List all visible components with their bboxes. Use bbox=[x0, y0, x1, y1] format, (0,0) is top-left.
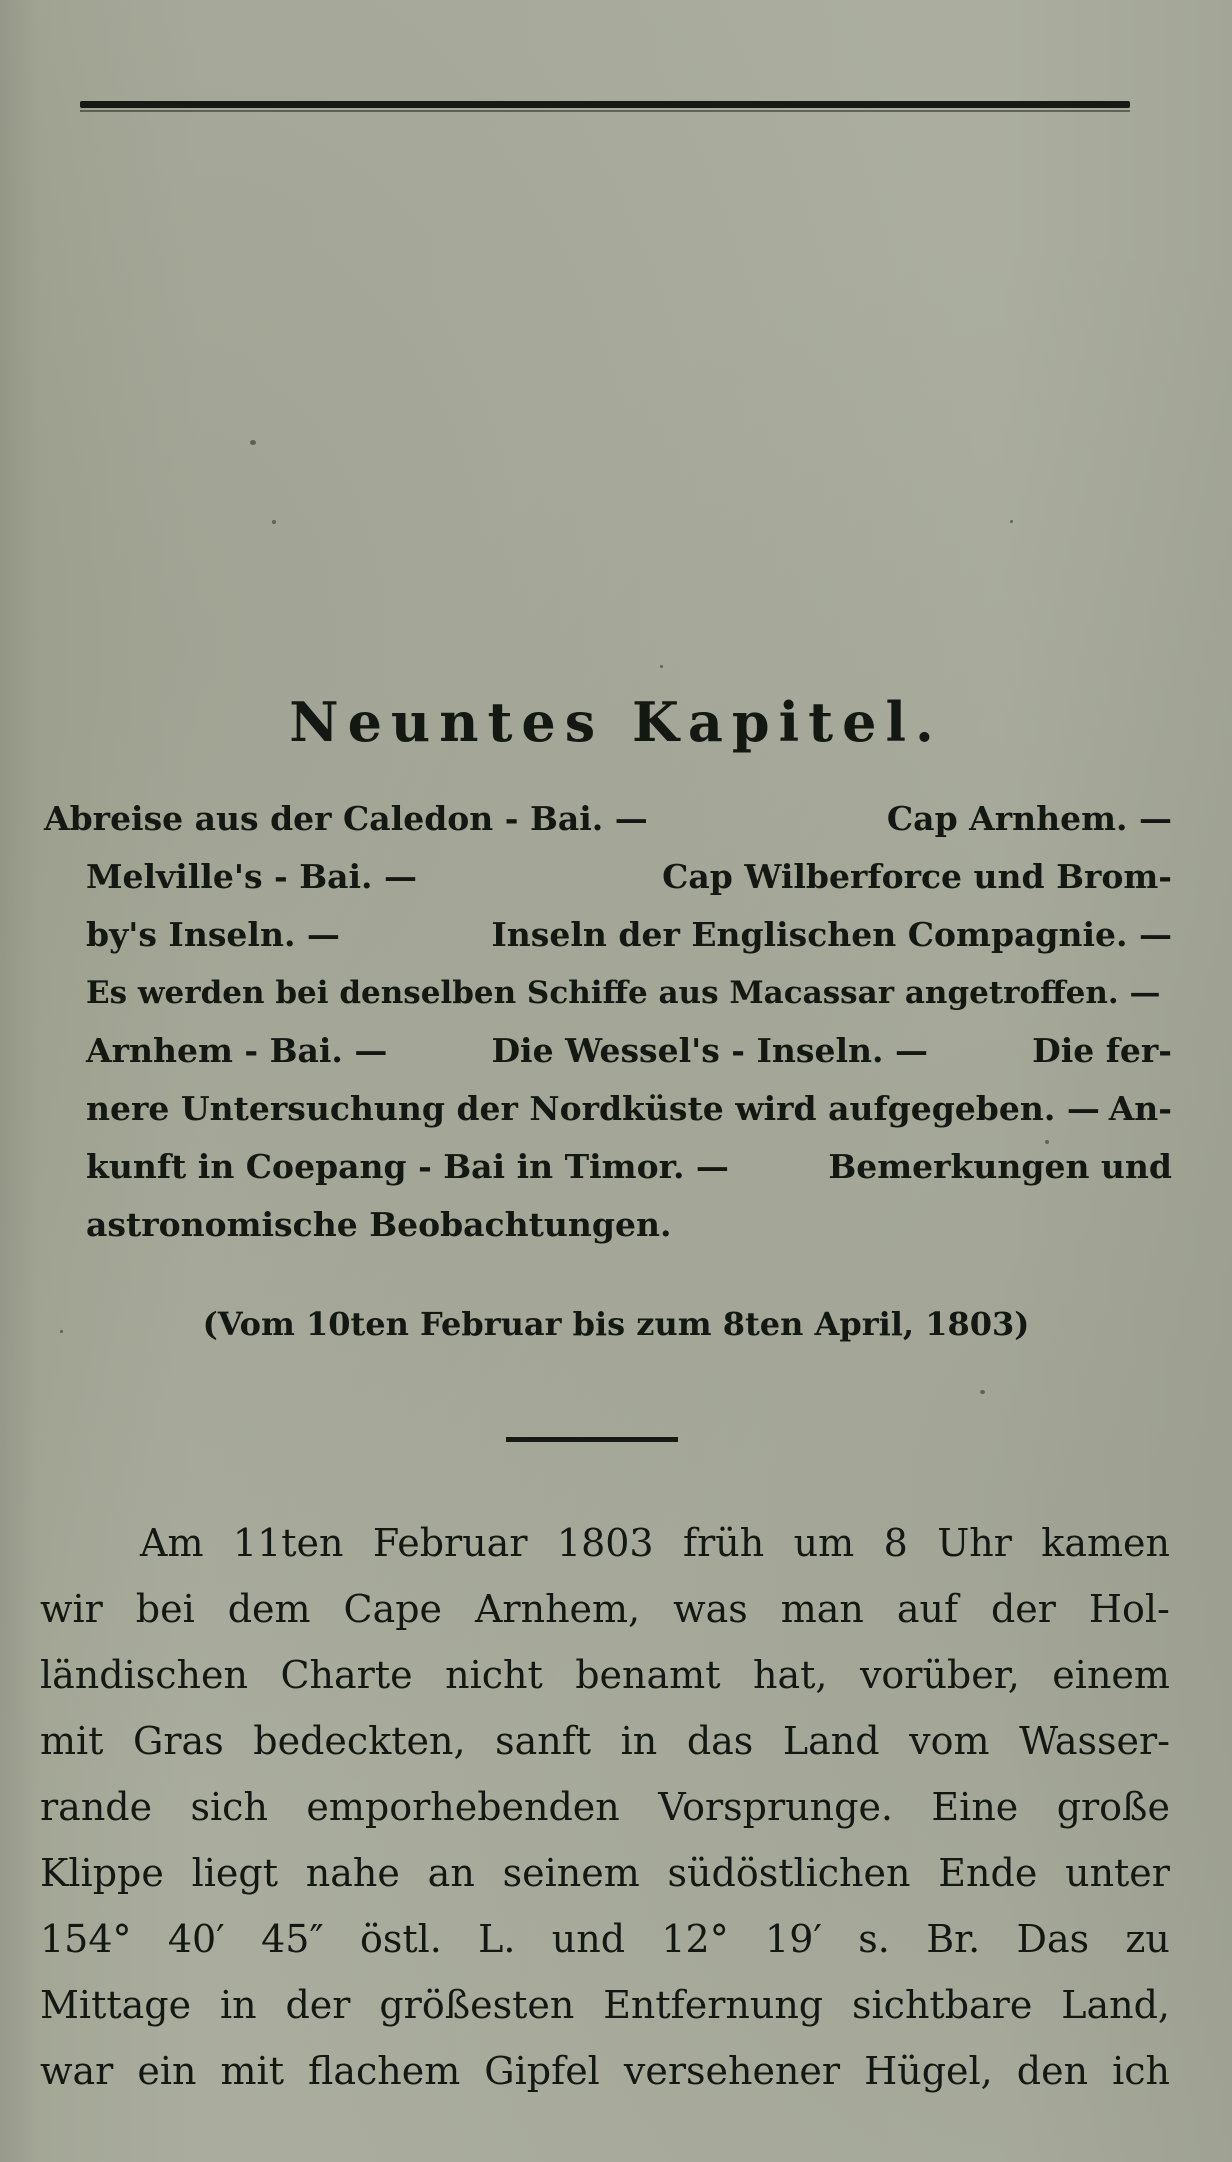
word: Entfernung bbox=[603, 1983, 824, 2027]
word: bei bbox=[135, 1587, 195, 1631]
summary-line bbox=[86, 1138, 1172, 1196]
body-line bbox=[40, 1708, 1170, 1774]
paper-speck bbox=[1010, 520, 1013, 523]
word: Klippe bbox=[40, 1851, 164, 1895]
word: hat, bbox=[752, 1653, 828, 1697]
word: Arnhem, bbox=[474, 1587, 641, 1631]
word: nicht bbox=[445, 1653, 543, 1697]
summary-fragment: Cap Arnhem. — bbox=[886, 799, 1172, 838]
word: seinem bbox=[502, 1851, 640, 1895]
summary-line bbox=[86, 906, 1172, 964]
word: in bbox=[620, 1719, 658, 1763]
word: größesten bbox=[379, 1983, 575, 2027]
section-divider bbox=[506, 1437, 678, 1442]
summary-fragment: Abreise aus der Caledon - Bai. — bbox=[44, 799, 648, 838]
word: Land bbox=[782, 1719, 880, 1763]
word: bedeckten, bbox=[253, 1719, 466, 1763]
summary-line bbox=[86, 964, 1172, 1022]
summary-line bbox=[86, 1022, 1172, 1080]
body-line bbox=[40, 1840, 1170, 1906]
word: man bbox=[780, 1587, 864, 1631]
word: war bbox=[40, 2049, 114, 2093]
chapter-title: Neuntes Kapitel. bbox=[289, 690, 943, 754]
summary-line bbox=[86, 848, 1172, 906]
word: um bbox=[793, 1521, 855, 1565]
word: den bbox=[1016, 2049, 1089, 2093]
word: Ende bbox=[938, 1851, 1038, 1895]
word: ländischen bbox=[40, 1653, 248, 1697]
word: kamen bbox=[1041, 1521, 1170, 1565]
top-rule-shadow bbox=[80, 110, 1130, 112]
summary-fragment: An- bbox=[1108, 1089, 1172, 1128]
word: emporhebenden bbox=[306, 1785, 620, 1829]
word: 154° bbox=[40, 1917, 132, 1961]
word: Hügel, bbox=[864, 2049, 993, 2093]
paper-speck bbox=[250, 440, 256, 445]
word: Uhr bbox=[937, 1521, 1012, 1565]
word: Gipfel bbox=[484, 2049, 600, 2093]
summary-fragment: by's Inseln. — bbox=[86, 915, 340, 954]
paper-speck bbox=[980, 1390, 985, 1394]
word: 40′ bbox=[167, 1917, 225, 1961]
word: Eine bbox=[931, 1785, 1019, 1829]
word: ich bbox=[1112, 2049, 1170, 2093]
word: große bbox=[1056, 1785, 1170, 1829]
paper-speck bbox=[660, 665, 663, 668]
date-range: (Vom 10ten Februar bis zum 8ten April, 1803) bbox=[202, 1305, 1030, 1343]
summary-fragment: Die Wessel's - Inseln. — bbox=[491, 1031, 928, 1070]
word: Cape bbox=[343, 1587, 443, 1631]
word: Wasser- bbox=[1019, 1719, 1170, 1763]
word: Land, bbox=[1061, 1983, 1170, 2027]
word: was bbox=[673, 1587, 748, 1631]
summary-fragment: Melville's - Bai. — bbox=[86, 857, 417, 896]
summary-fragment: astronomische Beobachtungen. bbox=[86, 1205, 672, 1244]
summary-fragment: Die fer- bbox=[1032, 1031, 1172, 1070]
word: liegt bbox=[191, 1851, 279, 1895]
word: 8 bbox=[883, 1521, 908, 1565]
word: versehener bbox=[623, 2049, 841, 2093]
paper-speck bbox=[272, 520, 276, 524]
word: Am bbox=[140, 1521, 204, 1565]
word: in bbox=[219, 1983, 257, 2027]
word: 11ten bbox=[232, 1521, 344, 1565]
summary-fragment: Es werden bei denselben Schiffe aus Macassar angetroffen. — bbox=[86, 975, 1161, 1011]
word: an bbox=[427, 1851, 475, 1895]
body-line bbox=[40, 1576, 1170, 1642]
body-line bbox=[40, 2038, 1170, 2104]
summary-fragment: Arnhem - Bai. — bbox=[86, 1031, 388, 1070]
word: 19′ bbox=[765, 1917, 822, 1961]
word: mit bbox=[40, 1719, 104, 1763]
word: auf bbox=[896, 1587, 959, 1631]
word: 12° bbox=[661, 1917, 729, 1961]
word: Vorsprunge. bbox=[658, 1785, 894, 1829]
word: rande bbox=[40, 1785, 153, 1829]
word: früh bbox=[683, 1521, 765, 1565]
word: sichtbare bbox=[852, 1983, 1033, 2027]
word: nahe bbox=[305, 1851, 400, 1895]
word: Gras bbox=[133, 1719, 224, 1763]
word: östl. bbox=[359, 1917, 442, 1961]
word: unter bbox=[1065, 1851, 1170, 1895]
word: benamt bbox=[575, 1653, 721, 1697]
body-line bbox=[40, 1972, 1170, 2038]
word: Februar bbox=[372, 1521, 528, 1565]
word: einem bbox=[1052, 1653, 1170, 1697]
word: der bbox=[990, 1587, 1056, 1631]
summary-line bbox=[86, 1196, 1172, 1254]
summary-fragment: Bemerkungen und bbox=[828, 1147, 1172, 1186]
word: 45″ bbox=[261, 1917, 324, 1961]
summary-fragment: kunft in Coepang - Bai in Timor. — bbox=[86, 1147, 729, 1186]
body-line bbox=[40, 1642, 1170, 1708]
word: und bbox=[551, 1917, 626, 1961]
word: vorüber, bbox=[859, 1653, 1020, 1697]
word: Das bbox=[1016, 1917, 1090, 1961]
word: sich bbox=[190, 1785, 268, 1829]
word: L. bbox=[478, 1917, 516, 1961]
word: ein bbox=[137, 2049, 197, 2093]
word: 1803 bbox=[556, 1521, 654, 1565]
word: Hol- bbox=[1088, 1587, 1170, 1631]
body-line bbox=[40, 1774, 1170, 1840]
summary-line bbox=[86, 1080, 1172, 1138]
word: s. bbox=[858, 1917, 890, 1961]
word: vom bbox=[909, 1719, 990, 1763]
summary-fragment: Inseln der Englischen Compagnie. — bbox=[491, 915, 1172, 954]
word: dem bbox=[227, 1587, 311, 1631]
word: sanft bbox=[495, 1719, 592, 1763]
summary-fragment: Cap Wilberforce und Brom- bbox=[662, 857, 1172, 896]
word: Mittage bbox=[40, 1983, 192, 2027]
body-line bbox=[140, 1510, 1170, 1576]
word: der bbox=[285, 1983, 351, 2027]
word: südöstlichen bbox=[667, 1851, 911, 1895]
top-rule bbox=[80, 101, 1130, 108]
summary-line bbox=[44, 790, 1172, 848]
word: Charte bbox=[280, 1653, 413, 1697]
word: flachem bbox=[308, 2049, 461, 2093]
body-line bbox=[40, 1906, 1170, 1972]
word: zu bbox=[1125, 1917, 1170, 1961]
word: das bbox=[686, 1719, 754, 1763]
summary-fragment: nere Untersuchung der Nordküste wird aufgegeben. — bbox=[86, 1089, 1100, 1128]
word: mit bbox=[220, 2049, 284, 2093]
word: Br. bbox=[926, 1917, 981, 1961]
word: wir bbox=[40, 1587, 103, 1631]
